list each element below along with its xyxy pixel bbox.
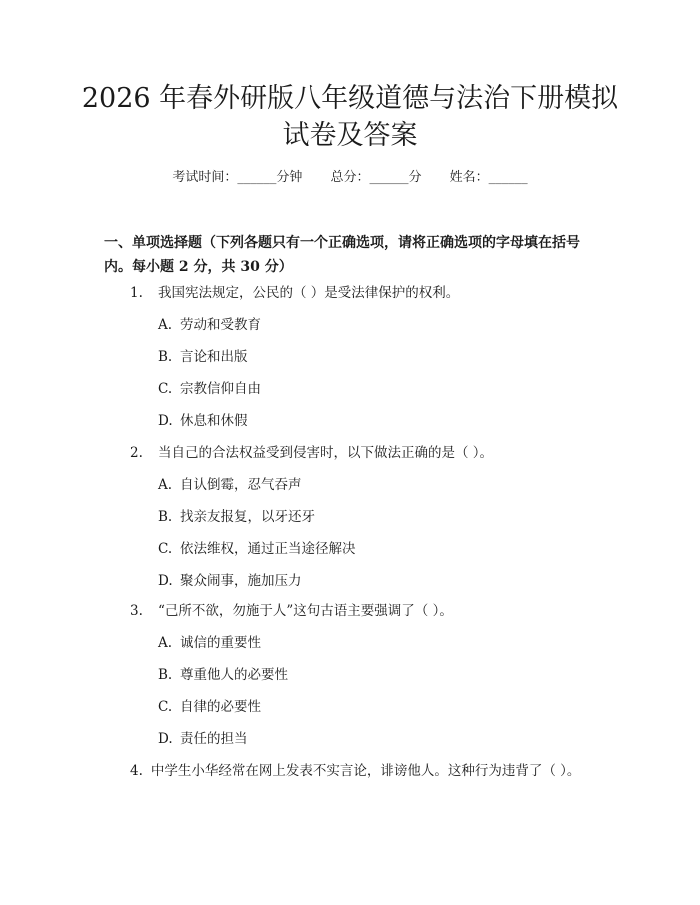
option-letter: A. [158, 635, 173, 651]
question-number: 4. [130, 763, 143, 779]
question-number: 2. [130, 445, 143, 461]
question-text: 中学生小华经常在网上发表不实言论，诽谤他人。这种行为违背了（ ）。 [150, 763, 581, 779]
option-letter: C. [158, 381, 173, 397]
option-text: 诚信的重要性 [180, 635, 261, 651]
option-letter: C. [158, 541, 173, 557]
question-text: 我国宪法规定，公民的（ ）是受法律保护的权利。 [158, 285, 460, 301]
exam-meta-line [60, 168, 640, 188]
exam-title-line-1: 2026 年春外研版八年级道德与法治下册模拟 [81, 83, 619, 114]
option-text: 责任的担当 [180, 731, 248, 747]
question-number: 3. [130, 603, 143, 619]
question-text: 当自己的合法权益受到侵害时，以下做法正确的是（ ）。 [158, 445, 494, 461]
option-letter: B. [158, 509, 173, 525]
total-score-field: 总分：______分 [330, 170, 422, 185]
option-letter: A. [158, 477, 173, 493]
option-letter: C. [158, 699, 173, 715]
exam-title-line-2: 试卷及答案 [282, 120, 418, 151]
question-number: 1. [130, 285, 143, 301]
option-text: 自律的必要性 [180, 699, 261, 715]
option-letter: B. [158, 349, 173, 365]
option-text: 言论和出版 [180, 349, 248, 365]
section-heading-single-choice: 一、单项选择题（下列各题只有一个正确选项，请将正确选项的字母填在括号内。每小题 2 分，共 30 分） [104, 235, 580, 275]
option-letter: A. [158, 317, 173, 333]
option-text: 自认倒霉，忍气吞声 [180, 477, 302, 493]
option-text: 聚众闹事，施加压力 [180, 573, 302, 589]
exam-time-field: 考试时间：______分钟 [172, 170, 303, 185]
option-text: 劳动和受教育 [180, 317, 261, 333]
exam-title [60, 80, 640, 154]
option-text: 尊重他人的必要性 [180, 667, 288, 683]
question-text: “己所不欲，勿施于人”这句古语主要强调了（ ）。 [158, 603, 453, 619]
option-text: 休息和休假 [180, 413, 248, 429]
option-letter: D. [158, 731, 173, 747]
question-4 [104, 760, 584, 782]
option-letter: D. [158, 573, 173, 589]
option-letter: D. [158, 413, 173, 429]
option-text: 依法维权，通过正当途径解决 [180, 541, 356, 557]
option-letter: B. [158, 667, 173, 683]
option-text: 找亲友报复，以牙还牙 [180, 509, 315, 525]
student-name-field: 姓名：______ [449, 170, 528, 185]
option-text: 宗教信仰自由 [180, 381, 261, 397]
